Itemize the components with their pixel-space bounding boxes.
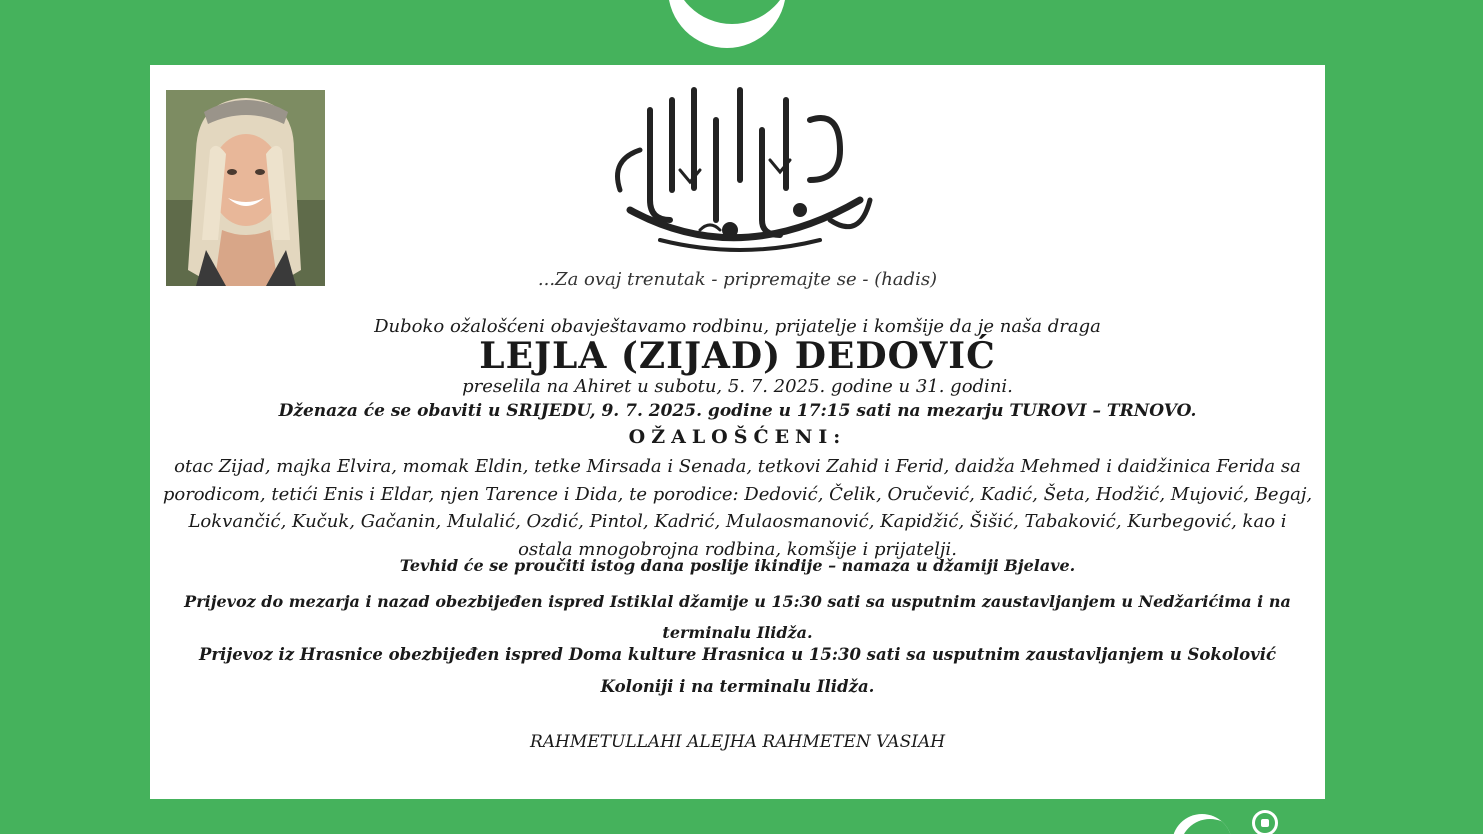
date-of-passing: preselila na Ahiret u subotu, 5. 7. 2025. godine u 31. godini. (462, 376, 1013, 397)
transport-info-1: Prijevoz do mezarja i nazad obezbijeđen ispred Istiklal džamije u 15:30 sati sa usputnim zaustavljanjem u Nedžarićima i na terminalu Ilidža. (184, 592, 1291, 642)
funeral-info: Dženaza će se obaviti u SRIJEDU, 9. 7. 2025. godine u 17:15 sati na mezarju TUROVI – TRNOVO. (278, 401, 1197, 421)
obituary-card (150, 65, 1325, 799)
crescent-moon-top-icon (668, 0, 786, 48)
mourners-list: otac Zijad, majka Elvira, momak Eldin, tetke Mirsada i Senada, tetkovi Zahid i Ferid, daidža Mehmed i daidžinica Ferida sa porodicom, tetići Enis i Eldar, njen Tarence i Dida, te porodice: Dedović, Čelik, Oručević, Kadić, Šeta, Hodžić, Mujović, Begaj, Lokvančić, Kučuk, Gačanin, Mulalić, Ozdić, Pintol, Kadrić, Mulaosmanović, Kapidžić, Šišić, Tabaković, Kurbegović, kao i ostala mnogobrojna rodbina, komšije i prijatelji. (162, 456, 1313, 560)
crescent-moon-bottom-icon (1172, 814, 1232, 834)
closing-prayer: RAHMETULLAHI ALEJHA RAHMETEN VASIAH (529, 732, 946, 752)
transport-info-2: Prijevoz iz Hrasnice obezbijeđen ispred Doma kulture Hrasnica u 15:30 sati sa usputnim zaustavljanjem u Sokolović Koloniji i na terminalu Ilidža. (198, 645, 1277, 696)
hadis-quote: ...Za ovaj trenutak - pripremajte se - (hadis) (537, 269, 938, 290)
arabic-calligraphy-emblem (590, 70, 890, 270)
mourners-heading: OŽALOŠĆENI: (628, 426, 847, 448)
portrait-photo (166, 90, 325, 286)
deceased-name: LEJLA (ZIJAD) DEDOVIĆ (479, 335, 996, 377)
announcement-intro: Duboko ožalošćeni obavještavamo rodbinu, prijatelje i komšije da je naša draga (374, 316, 1101, 337)
tevhid-info: Tevhid će se proučiti istog dana poslije ikindije – namaza u džamiji Bjelave. (399, 556, 1076, 575)
emblem-icon (1252, 810, 1278, 834)
